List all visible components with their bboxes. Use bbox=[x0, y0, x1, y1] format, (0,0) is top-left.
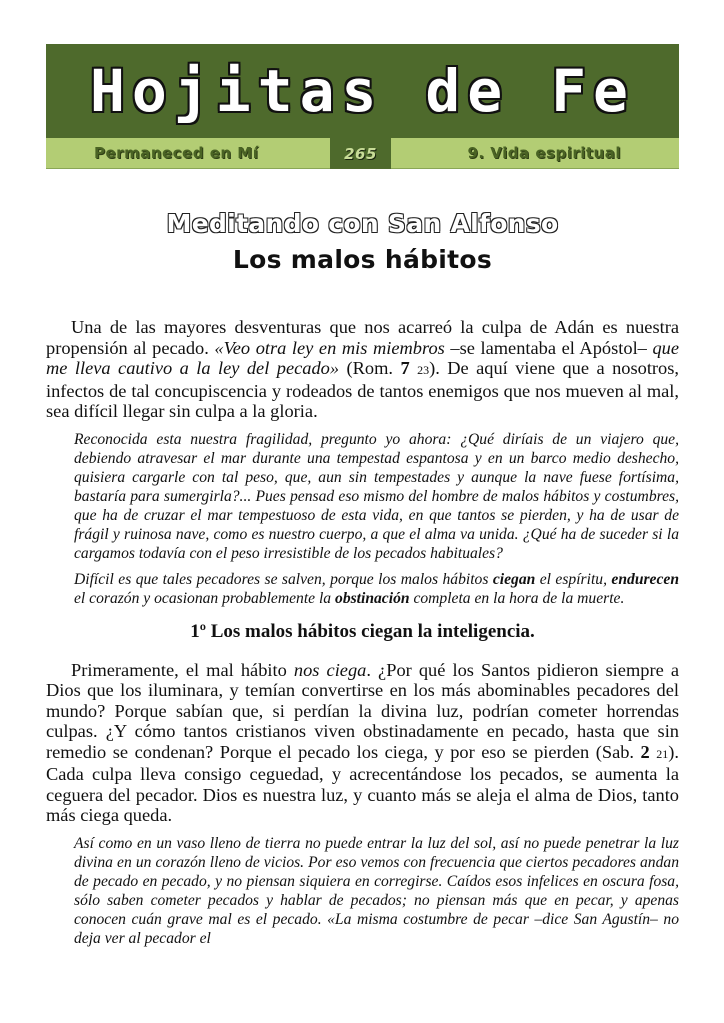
text-run: Una de las mayores desventuras que nos acarreó la culpa de Adán es nuestra propensión al pecado. bbox=[46, 317, 679, 358]
series-label: Permaneced en Mí bbox=[94, 144, 259, 162]
text-run: . ¿Por qué los Santos pidieron siempre a Dios que los iluminara, y temían convertirse en los más abominables pecadores del mundo? Porque sabían que, si perdían la divina luz, podrían cometer horrendas culpas. ¿Y cómo tantos cristianos viven obstinadamente en pecado, hasta que sin remedio se condenan? Porque el pecado los ciega, y por eso se pierden (Sab. bbox=[46, 659, 679, 762]
text-run: nos ciega bbox=[293, 659, 367, 680]
text-run: «Veo otra ley en mis miembros bbox=[214, 337, 451, 358]
text-run: Primeramente, el mal hábito bbox=[71, 659, 294, 680]
section-heading: 1º Los malos hábitos ciegan la inteligencia. bbox=[190, 620, 535, 642]
masthead bbox=[46, 44, 679, 169]
masthead-title-band bbox=[46, 44, 679, 138]
article-headline bbox=[46, 206, 679, 278]
text-run: ). Cada culpa lleva consigo ceguedad, y acrecentándose los pecados, se aumenta la ceguera del pecador. Dios es nuestra luz, y cuanto más se aleja el alma de Dios, tanto más ciega queda. bbox=[46, 741, 679, 825]
headline-title: Los malos hábitos bbox=[232, 245, 493, 274]
masthead-info-bar bbox=[46, 138, 679, 169]
text-run: completa en la hora de la muerte. bbox=[409, 589, 625, 607]
citation-chapter: 2 bbox=[640, 741, 650, 762]
text-run: –se lamentaba el Apóstol– bbox=[450, 337, 653, 358]
citation-chapter: 7 bbox=[400, 358, 410, 378]
quote-1: Reconocida esta nuestra fragilidad, pregunto yo ahora: ¿Qué diríais de un viajero que, debiendo atravesar el mar durante una tempestad espantosa y en un barco medio deshecho, quisiera cargarle con tal peso, que, aun sin tempestades y aunque la nave fuese fortísima, bastaría para sumergirla?... Pues pensad eso mismo del hombre de malos hábitos y costumbres, que ha de cruzar el mar tempestuoso de esta vida, en que tantos se pierden, y ha de usar de frágil y ruinosa nave, como es nuestro cuerpo, a que el alma va unida. ¿Qué ha de suceder si la cargamos todavía con el peso irresistible de los pecados habituales? bbox=[74, 430, 679, 562]
text-run: el corazón y ocasionan probablemente la bbox=[74, 589, 336, 607]
emphasis: obstinación bbox=[335, 589, 410, 607]
publication-title: Hojitas de Fe bbox=[90, 57, 635, 125]
paragraph-1 bbox=[46, 317, 679, 422]
text-run: el espíritu, bbox=[535, 570, 612, 588]
citation-verse: 21 bbox=[656, 746, 669, 761]
text-run: (Rom. bbox=[339, 358, 401, 378]
article-body bbox=[46, 317, 679, 955]
emphasis: endurecen bbox=[611, 570, 679, 588]
text-run: ). De aquí viene que a nosotros, infectos de tal concupiscencia y rodeados de tantos enemigos que nos mueven al mal, sea difícil llegar sin culpa a la gloria. bbox=[46, 358, 680, 421]
citation-verse: 23 bbox=[417, 363, 430, 377]
category-label: 9. Vida espiritual bbox=[467, 144, 621, 162]
text-run: Difícil es que tales pecadores se salven, porque los malos hábitos bbox=[74, 570, 493, 588]
issue-number: 265 bbox=[330, 138, 391, 169]
quote-2 bbox=[46, 570, 679, 608]
headline-series: Meditando con San Alfonso bbox=[166, 209, 559, 238]
text-run: que me lleva cautivo a la ley del pecado» bbox=[46, 337, 679, 378]
quote-3: Así como en un vaso lleno de tierra no puede entrar la luz del sol, así no puede penetrar la luz divina en un corazón lleno de vicios. Por eso vemos con frecuencia que ciertos pecadores andan de pecado en pecado, y no piensan siquiera en corregirse. Caídos esos infelices en oscura fosa, sólo saben cometer pecados y hablar de pecados; no piensan más que en pecar, y apenas conocen cuán grave mal es el pecado. «La misma costumbre de pecar –dice San Agustín– no deja ver al pecador el bbox=[74, 834, 679, 947]
emphasis: ciegan bbox=[492, 570, 536, 588]
paragraph-2 bbox=[46, 660, 679, 826]
